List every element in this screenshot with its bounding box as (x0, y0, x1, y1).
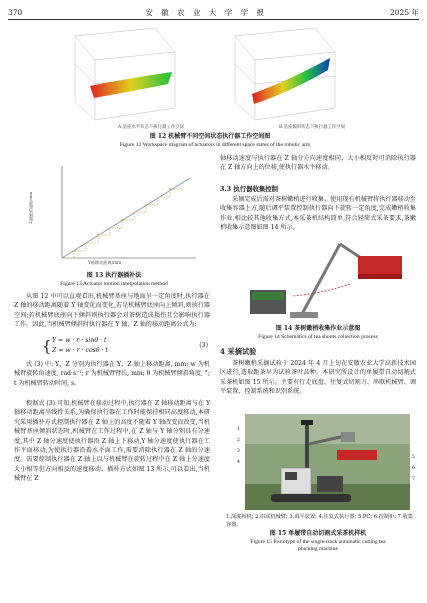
section-4-heading: 4 采摘试验 (220, 347, 257, 356)
figure-15-pc (285, 472, 297, 480)
section-3-3-heading: 3.3 执行器收集控制 (220, 185, 279, 193)
figure-15-caption-en-2: plucking machine (298, 546, 338, 552)
figure-12a-subcaption: A.基座水平状态下执行器工作空间 (117, 125, 185, 130)
figure-15-container (317, 476, 343, 492)
left-paragraph-1: 从图 12 中可以直观看出,机械臂基座与地面呈一定角度时,执行器在 Z 轴的移动距离随着 Y 轴变化而变化,若是机械臂底座向上倾斜,则执行器空间;若机械臂底座向下倾斜则执行器会对茶树造成损伤且会影响执行器工作。因此,当机械臂倾斜时执行器在 Y 轴、Z 轴的移动距离公式为: (14, 293, 210, 329)
page-number: 370 (8, 7, 23, 17)
figure-15-right-labels: 5 6 7 (412, 455, 415, 482)
figure-15-camera (301, 420, 313, 425)
figure-14-motion-arrow (292, 284, 350, 296)
equation-line-2: Z = w · r · cosθ · t (52, 347, 108, 354)
figure-15-control-box (281, 468, 311, 494)
equation-line-1: Y = w · r · sinθ · t (52, 337, 107, 344)
figure-15-legend: 1.深度相机; 2.串联机械臂; 3.调平装置; 4.往复式执行器; 5.PC; 6.控制柜; 7.收集容器。 (226, 514, 413, 528)
equation-brace: { (42, 337, 52, 355)
right-paragraph-3: 茶树嫩梢采摘试验于 2024 年 4 月上旬在安徽农业大学高新技术园区进行,选取距茶早为试验茶叶品种。本研究所设计的单履带自动切割式采茶机如图 15 所示。主要有行走底盘、往复式切割刀、串联机械臂、调平装置、控制系统和识别系统。 (220, 360, 416, 396)
figure-14-shoots (252, 292, 284, 300)
figure-15-track (271, 494, 351, 502)
header-rule (8, 19, 419, 20)
figure-14-caption: 图 14 茶树嫩梢收集作业示意图 (275, 325, 361, 332)
right-paragraph-1: 轴移动速度与执行器在 Z 轴分方向速度相同、大小相反时可消除执行器在 Z 轴方向上的位移,使执行器水平移动。 (220, 155, 416, 172)
figure-14-diagram (240, 234, 410, 322)
equation-number: (3) (199, 342, 208, 349)
figure-13-xlabel: Y轴移动距离/mm (88, 260, 122, 265)
figure-12a-surface (90, 72, 172, 98)
figure-13-diagram (40, 160, 200, 270)
figure-15-leveler (341, 432, 355, 442)
right-paragraph-2: 采摘完成后需对茶树嫩梢进行收集。使用现有机械臂将执行器移动至收集容器上方,随后调平装置控制执行器向下旋转一定角度,完成嫩梢收集作业,相比较其他收集方式,本采茶机结构简单,符合轻简式采茶要求,茶嫩梢收集示意图如图 14 所示。 (220, 196, 416, 232)
figure-14-arm-segment-1 (302, 244, 340, 314)
figure-13-ylabel: Z轴移动距离/mm (28, 192, 33, 224)
figure-15-caption-en-1: Figure 15 Prototype of the single-track automatic cutting tea (250, 539, 386, 545)
figure-13-interp-steps (62, 189, 182, 258)
equation-3 (22, 336, 208, 358)
figure-13-motion-line (62, 178, 190, 258)
figure-14-caption-en: Figure 14 Schematics of tea shoots collection process (258, 334, 378, 340)
figure-15-left-labels: 1 2 3 4 (237, 427, 240, 465)
figure-15-caption: 图 15 单履带自动切割式采茶机样机 (269, 530, 367, 537)
figure-14-actuator (358, 256, 402, 274)
journal-title: 安 徽 农 业 大 学 学 报 (145, 7, 268, 17)
page-header (8, 6, 419, 18)
figure-12-caption-en: Figure 12 Workspace diagram of actuators in different space states of the robotic arm (119, 142, 311, 148)
figure-12b-surface (252, 58, 330, 104)
figure-13-caption: 图 13 执行器插补法 (86, 272, 142, 279)
figure-12-plots (60, 24, 360, 128)
figure-12-caption: 图 12 机械臂不同空间状态执行器工作空间图 (149, 133, 271, 140)
figure-15-photo (245, 414, 410, 510)
figure-15-executor (337, 450, 377, 460)
figure-14-base (290, 312, 318, 318)
year: 2025 年 (390, 7, 419, 17)
figure-14-actuator-blade (358, 274, 402, 279)
left-paragraph-2: 式 (3) 中: Y、Z 分别为执行器在 Y、Z 轴上移动距离, mm; w 为机械臂旋转角速度, rad·s⁻¹; r 为机械臂臂长, mm; θ 为机械臂倾斜角度, °; t 为机械臂转动时间, s。 (14, 361, 210, 387)
left-paragraph-3: 根据式 (3) 可知,机械臂在移动过程中,执行器在 Z 轴移动距离与在 Y 轴移动距离呈线性关系,为确保执行器在工作时能保持相同高度移动,本研究采用插补方式控制执行器在 Z 轴上的高度不随着 Y 轴改变而改变,当机械臂基座倾斜状态时,机械臂在工作过程中,在 Z 轴与 Y 轴分别具有分速度,其中 Z 轴分速度使执行器沿 Z 轴上下移动,Y 轴分速度使执行器在工作平面移动,为使执行器沿着水平面工作,需要消除执行器在 Z 轴的分速度。需要控制执行器在 Z 轴上以与机械臂在旋转过程中在 Z 轴上分速度大小相等但方向相反的速度移动。插补方式如图 13 所示,可以看出,当机械臂在 Z (14, 400, 210, 483)
figure-13-caption-en: Figure 13 Actuator motion interpolation method (60, 281, 168, 287)
figure-12b-subcaption: B.基座倾斜状态下执行器工作空间 (278, 125, 346, 130)
